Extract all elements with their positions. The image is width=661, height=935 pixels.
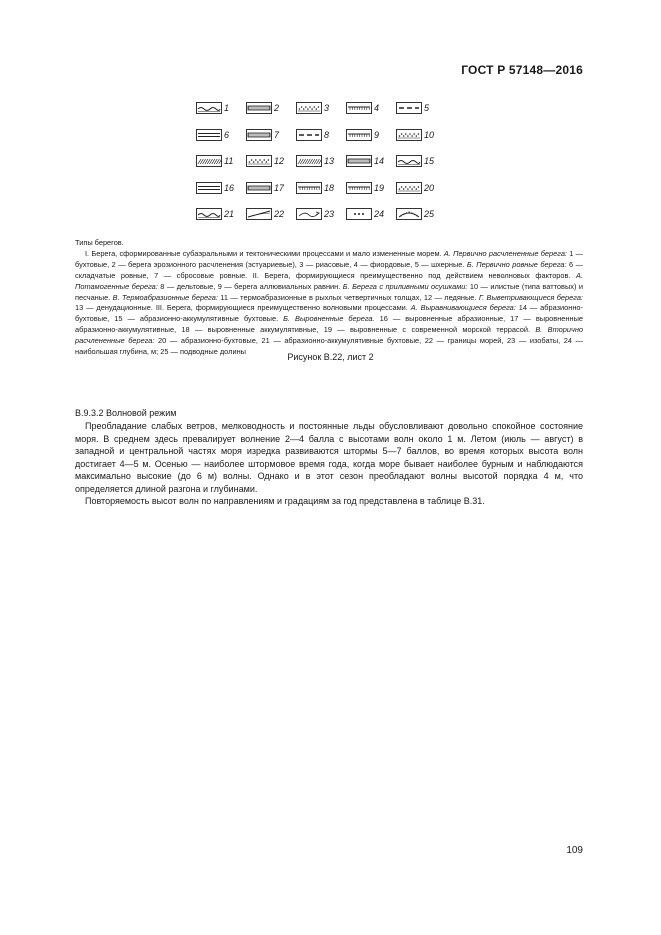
legend-item: [396, 181, 446, 195]
legend-symbol-icon: [346, 102, 372, 114]
legend-number: 1: [224, 103, 230, 113]
legend-row: [196, 101, 446, 128]
legend-number: 20: [424, 182, 435, 193]
legend-item: [246, 181, 296, 195]
legend-item: [246, 101, 296, 115]
legend-number: 15: [424, 156, 435, 166]
legend-symbol-icon: [296, 102, 322, 114]
legend-item: [196, 101, 246, 115]
legend-symbol-icon: [346, 155, 372, 167]
legend-symbol-icon: [296, 182, 322, 194]
legend-number: 5: [424, 103, 430, 113]
legend-symbol-icon: [296, 129, 322, 141]
legend-item: [396, 101, 446, 115]
legend-item: [346, 181, 396, 195]
legend-item: [346, 101, 396, 115]
legend-row: [196, 181, 446, 208]
legend-number: 25: [424, 209, 435, 219]
legend-row: [196, 154, 446, 181]
section-title: В.9.3.2 Волновой режим: [75, 408, 177, 418]
section-paragraph-2: Повторяемость высот волн по направлениям и градациям за год представлена в таблице В.31.: [85, 496, 485, 506]
figure-legend-text: [75, 238, 583, 358]
legend-number: 19: [374, 182, 385, 193]
legend-symbol-icon: [396, 208, 422, 220]
legend-item: [246, 207, 296, 221]
legend-item: [346, 128, 396, 142]
legend-item: [296, 207, 346, 221]
legend-number: 22: [274, 209, 285, 219]
legend-description: I. Берега, сформированные субаэральными и тектоническими процессами и мало измененные морем. А. Первично расчлененные берега: 1 — бухтовые, 2 — берега эрозионного расчленения (эстуариевые), 3 — риасовые, 4 — фиордовые, 5 — шхерные. Б. Первично ровные берега: 6 — складчатые ровные, 7 — сбросовые ровные. II. Берега, формирующиеся преимущественно под действием неволновых факторов. А. Потамогенные берега: 8 — дельтовые, 9 — берега аллювиальных равнин. Б. Берега с приливными осушками: 10 — илистые (типа ваттовых) и песчаные. В. Термоабразионные берега: 11 — термоабразионные в рыхлых четвертичных толщах, 12 — ледяные. Г. Выветривающиеся берега: 13 — денудационные. III. Берега, формирующиеся преимущественно волновыми процессами. А. Выравнивающиеся берега: 14 — абразионно-бухтовые, 15 — абразионно-аккумулятивные бухтовые. Б. Выровненные берега. 16 — выровненные абразионные, 17 — выровненные абразионно-аккумулятивные, 18 — выровненные аккумулятивные, 19 — выровненные с современной морской террасой. В. Вторично расчлененные берега: 20 — абразионно-бухтовые, 21 — абразионно-аккумулятивные бухтовые, 22 — границы морей, 23 — изобаты, 24 — наибольшая глубина, м; 25 — подводные долины: [75, 248, 584, 357]
legend-row: [196, 128, 446, 155]
legend-item: [246, 128, 296, 142]
legend-symbol-icon: [196, 155, 222, 167]
legend-item: [296, 128, 346, 142]
legend-symbol-icon: [396, 155, 422, 167]
legend-symbol-icon: [296, 155, 322, 167]
legend-number: 8: [324, 129, 330, 140]
legend-symbol-icon: [346, 129, 372, 141]
legend-item: [396, 207, 446, 221]
document-header: ГОСТ Р 57148—2016: [461, 63, 583, 77]
section-paragraph-1: Преобладание слабых ветров, мелководность и постоянные льды обусловливают довольно спокойное состояние моря. В среднем здесь превалирует волнение 2—4 балла с высотами волн около 1 м. Летом (июль — август) в западной и центральной частях моря изредка развиваются штормы 5—7 баллов, во время которых высота волн достигает 4—5 м. Осенью — наиболее штормовое время года, когда море бывает наиболее бурным и наблюдаются максимально высокие (до 6 м) волны. Однако и в этот сезон преобладают волны высотой порядка 4 м, что определяется длиной разгона и глубинами.: [75, 421, 583, 494]
legend-grid: [196, 101, 446, 234]
legend-number: 23: [324, 209, 335, 219]
legend-item: [246, 154, 296, 168]
legend-symbol-icon: [246, 155, 272, 167]
legend-number: 21: [224, 209, 235, 219]
legend-symbol-icon: [346, 208, 372, 220]
legend-number: 4: [374, 103, 380, 113]
legend-symbol-icon: [246, 102, 272, 114]
legend-symbol-icon: [346, 182, 372, 194]
legend-row: [196, 207, 446, 234]
legend-item: [296, 101, 346, 115]
legend-item: [346, 154, 396, 168]
legend-symbol-icon: [196, 182, 222, 194]
legend-title: Типы берегов.: [75, 238, 124, 247]
legend-item: [196, 128, 246, 142]
legend-number: 16: [224, 182, 235, 193]
legend-symbol-icon: [396, 129, 422, 141]
legend-number: 7: [274, 129, 280, 140]
legend-symbol-icon: [296, 208, 322, 220]
legend-symbol-icon: [196, 102, 222, 114]
legend-number: 11: [224, 156, 234, 166]
legend-item: [296, 181, 346, 195]
legend-number: 9: [374, 129, 380, 140]
legend-symbol-icon: [396, 182, 422, 194]
legend-number: 12: [274, 156, 285, 166]
legend-item: [396, 128, 446, 142]
legend-number: 3: [324, 103, 330, 113]
legend-symbol-icon: [396, 102, 422, 114]
legend-item: [346, 207, 396, 221]
legend-item: [396, 154, 446, 168]
legend-number: 14: [374, 156, 385, 166]
legend-symbol-icon: [196, 129, 222, 141]
legend-item: [196, 154, 246, 168]
legend-number: 17: [274, 182, 285, 193]
legend-item: [296, 154, 346, 168]
legend-number: 2: [274, 103, 280, 113]
legend-number: 24: [374, 209, 385, 219]
legend-symbol-icon: [196, 208, 222, 220]
legend-symbol-icon: [246, 182, 272, 194]
page-number: 109: [566, 845, 583, 856]
legend-number: 18: [324, 182, 335, 193]
legend-symbol-icon: [246, 129, 272, 141]
legend-item: [196, 181, 246, 195]
legend-number: 10: [424, 129, 435, 140]
legend-item: [196, 207, 246, 221]
legend-symbol-icon: [246, 208, 272, 220]
legend-number: 6: [224, 129, 230, 140]
figure-caption: Рисунок В.22, лист 2: [287, 352, 374, 362]
legend-number: 13: [324, 156, 335, 166]
